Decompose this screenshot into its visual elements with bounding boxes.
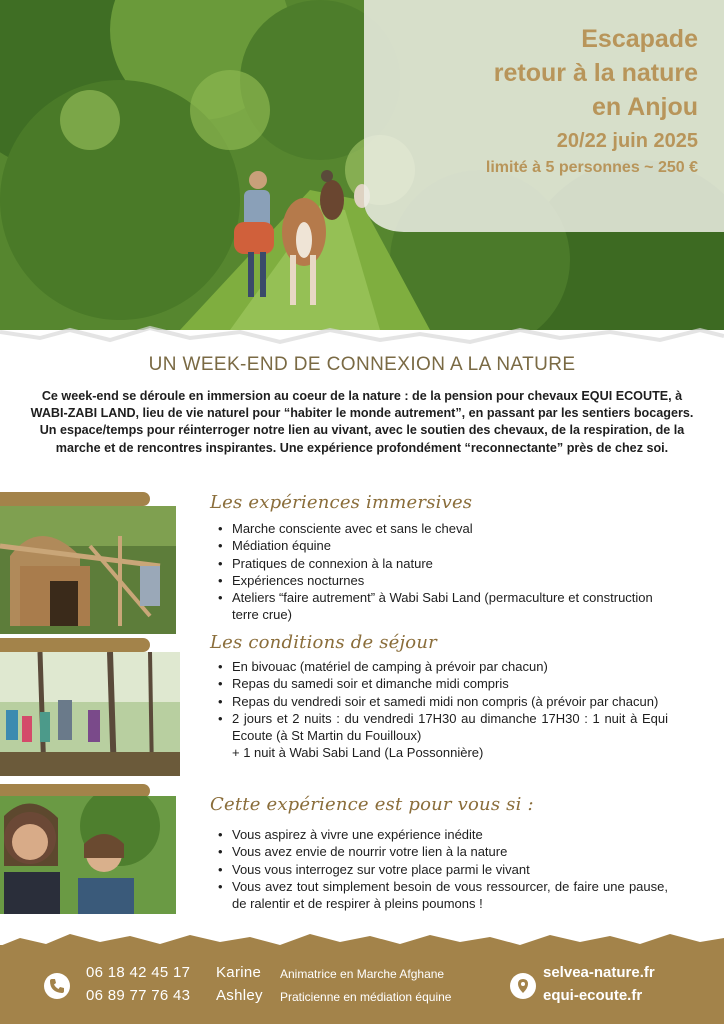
list-item: • 2 jours et 2 nuits : du vendredi 17H30 au dimanche 17H30 : 1 nuit à Equi Ecoute (à St Martin du Fouilloux)	[216, 710, 668, 745]
hero-title-line-2: retour à la nature	[493, 59, 698, 87]
phone-icon	[44, 973, 70, 999]
list-item: • Vous aspirez à vivre une expérience inédite	[216, 826, 668, 843]
list-sub-item: + 1 nuit à Wabi Sabi Land (La Possonnière)	[232, 745, 484, 761]
phone-number-karine[interactable]: 06 18 42 45 17	[86, 964, 191, 981]
list-item: • Repas du samedi soir et dimanche midi compris	[216, 675, 668, 692]
website-link-equi-ecoute[interactable]: equi-ecoute.fr	[543, 987, 643, 1004]
list-item: • Vous vous interrogez sur votre place parmi le vivant	[216, 861, 668, 878]
brush-stroke-2	[0, 638, 150, 652]
list-item: • Vous avez tout simplement besoin de vous ressourcer, de faire une pause, de ralentir et de respirer à pleins poumons !	[216, 878, 668, 913]
photo-group-forest	[0, 652, 180, 776]
contact-name-ashley: Ashley	[216, 987, 263, 1004]
hero-title-line-1: Escapade	[581, 25, 698, 53]
section-title-for-you: Cette expérience est pour vous si :	[210, 794, 534, 815]
contact-role-karine: Animatrice en Marche Afghane	[280, 967, 445, 981]
list-item: • Vous avez envie de nourrir votre lien à la nature	[216, 843, 668, 860]
photo-earth-building	[0, 506, 176, 634]
list-item: • Expériences nocturnes	[216, 572, 668, 589]
hero-text-block	[368, 22, 698, 180]
website-link-selvea[interactable]: selvea-nature.fr	[543, 964, 655, 981]
hero-title-line-3: en Anjou	[591, 93, 698, 121]
list-item: • En bivouac (matériel de camping à prévoir par chacun)	[216, 658, 668, 675]
section-title-conditions: Les conditions de séjour	[210, 632, 437, 653]
phone-number-ashley[interactable]: 06 89 77 76 43	[86, 987, 191, 1004]
list-item: • Repas du vendredi soir et samedi midi non compris (à prévoir par chacun)	[216, 693, 668, 710]
brush-stroke-1	[0, 492, 150, 506]
event-date: 20/22 juin 2025	[556, 130, 698, 152]
headline-weekend-connexion: UN WEEK-END DE CONNEXION A LA NATURE	[148, 354, 576, 375]
list-item: • Pratiques de connexion à la nature	[216, 555, 668, 572]
intro-paragraph: Ce week-end se déroule en immersion au coeur de la nature : de la pension pour chevaux EQUI ECOUTE, à WABI-ZABI LAND, lieu de vie naturel pour “habiter le monde autrement”, en passant par les sentiers bocagers. Un espace/temps pour réinterroger notre lien au vivant, avec le soutien des chevaux, de la respiration, de la marche et de rencontres inspirantes. Une expérience profondément “reconnectante” près de chez soi.	[30, 389, 694, 455]
photo-facilitators-portrait	[0, 796, 176, 914]
contact-role-ashley: Praticienne en médiation équine	[280, 990, 452, 1004]
list-item: • Médiation équine	[216, 537, 668, 554]
location-pin-icon	[510, 973, 536, 999]
experiences-list	[216, 520, 668, 624]
list-item: • Ateliers “faire autrement” à Wabi Sabi Land (permaculture et construction terre crue)	[216, 589, 668, 624]
for-you-list	[216, 826, 668, 912]
footer-contact-bar	[0, 945, 724, 1024]
section-title-experiences: Les expériences immersives	[210, 492, 473, 513]
list-item: • Marche consciente avec et sans le cheval	[216, 520, 668, 537]
hero-banner	[0, 0, 724, 330]
conditions-list	[216, 658, 668, 762]
participant-limit-price: limité à 5 personnes ~ 250 €	[485, 159, 698, 176]
contact-name-karine: Karine	[216, 964, 262, 981]
